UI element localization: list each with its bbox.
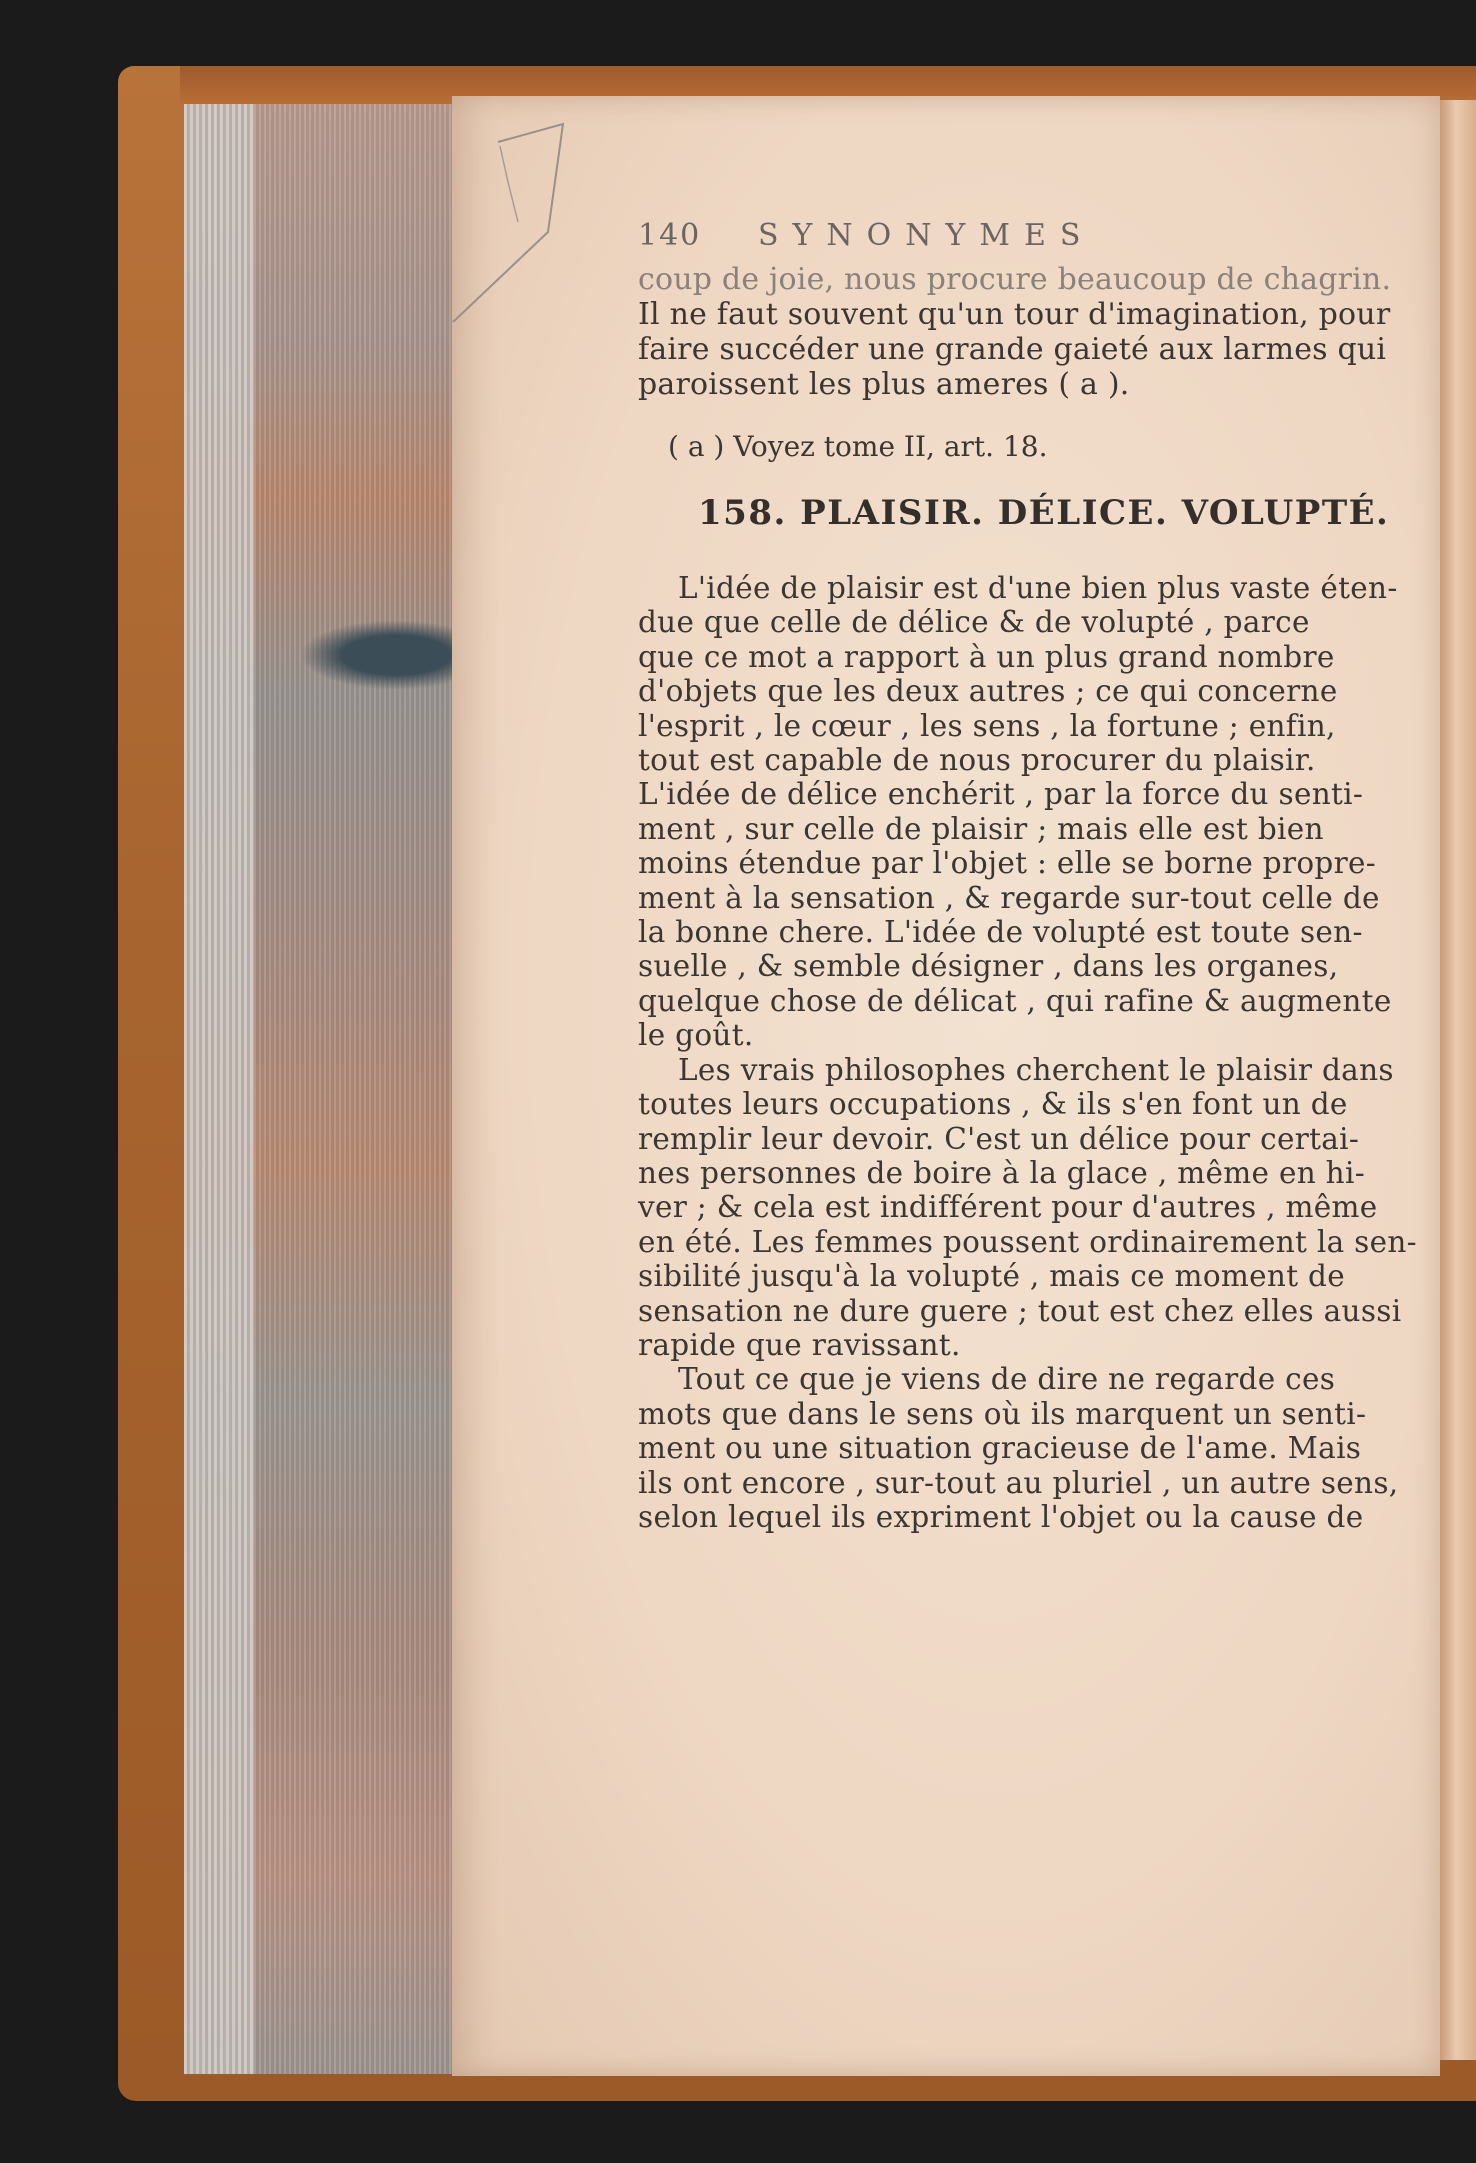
text-line: sibilité jusqu'à la volupté , mais ce moment de [638,1259,1345,1294]
text-line: Les vrais philosophes cherchent le plaisir dans [678,1052,1394,1087]
paragraph-2 [638,1052,1417,1363]
article-heading: 158. PLAISIR. DÉLICE. VOLUPTÉ. [698,493,1390,533]
text-line: le goût. [638,1018,754,1053]
text-line: paroissent les plus ameres ( a ). [638,367,1130,402]
text-line: due que celle de délice & de volupté , parce [638,605,1310,640]
text-line: ment à la sensation , & regarde sur-tout celle de [638,880,1380,915]
text-line: ment ou une situation gracieuse de l'ame. Mais [638,1431,1362,1466]
text-line: toutes leurs occupations , & ils s'en font un de [638,1087,1348,1122]
text-line: d'objets que les deux autres ; ce qui concerne [638,674,1338,709]
text-line: tout est capable de nous procurer du plaisir. [638,743,1316,778]
running-head-title: SYNONYMES [758,218,1095,253]
text-line: mots que dans le sens où ils marquent un senti- [638,1396,1367,1431]
text-line: l'esprit , le cœur , les sens , la fortune ; enfin, [638,708,1336,743]
text-line: coup de joie, nous procure beaucoup de chagrin. [638,262,1392,297]
text-line: sensation ne dure guere ; tout est chez elles aussi [638,1293,1402,1328]
footnote: ( a ) Voyez tome II, art. 18. [668,430,1048,463]
page-edge-stack [184,104,254,2074]
text-line: quelque chose de délicat , qui rafine & augmente [638,983,1392,1018]
text-line: moins étendue par l'objet : elle se borne propre- [638,846,1377,881]
text-line: nes personnes de boire à la glace , même en hi- [638,1155,1365,1190]
page-number: 140 [638,218,702,253]
text-line: que ce mot a rapport à un plus grand nombre [638,639,1335,674]
running-header [638,218,1398,262]
text-line: Il ne faut souvent qu'un tour d'imagination, pour [638,297,1391,332]
text-line: en été. Les femmes poussent ordinairement la sen- [638,1224,1417,1259]
text-line: suelle , & semble désigner , dans les organes, [638,949,1339,984]
intro-lines [638,262,1398,402]
text-line: la bonne chere. L'idée de volupté est toute sen- [638,915,1363,950]
facing-page-edge [1440,100,1476,2060]
paragraph-3 [638,1362,1398,1534]
pencil-corner-mark [448,112,578,332]
text-line: ment , sur celle de plaisir ; mais elle est bien [638,811,1324,846]
text-line: faire succéder une grande gaieté aux larmes qui [638,332,1387,367]
text-line: L'idée de plaisir est d'une bien plus vaste éten- [678,571,1398,605]
text-line: L'idée de délice enchérit , par la force du senti- [638,777,1364,812]
text-line: rapide que ravissant. [638,1327,961,1362]
text-line: selon lequel ils expriment l'objet ou la cause de [638,1499,1364,1534]
text-line: remplir leur devoir. C'est un délice pour certai- [638,1121,1360,1156]
text-line: ver ; & cela est indifférent pour d'autres , même [638,1190,1378,1225]
edge-ink-stain [300,620,460,690]
paragraph-1 [638,571,1398,1053]
text-line: Tout ce que je viens de dire ne regarde ces [678,1362,1336,1397]
text-line: ils ont encore , sur-tout au pluriel , un autre sens, [638,1465,1399,1500]
page-text [638,218,1417,1534]
